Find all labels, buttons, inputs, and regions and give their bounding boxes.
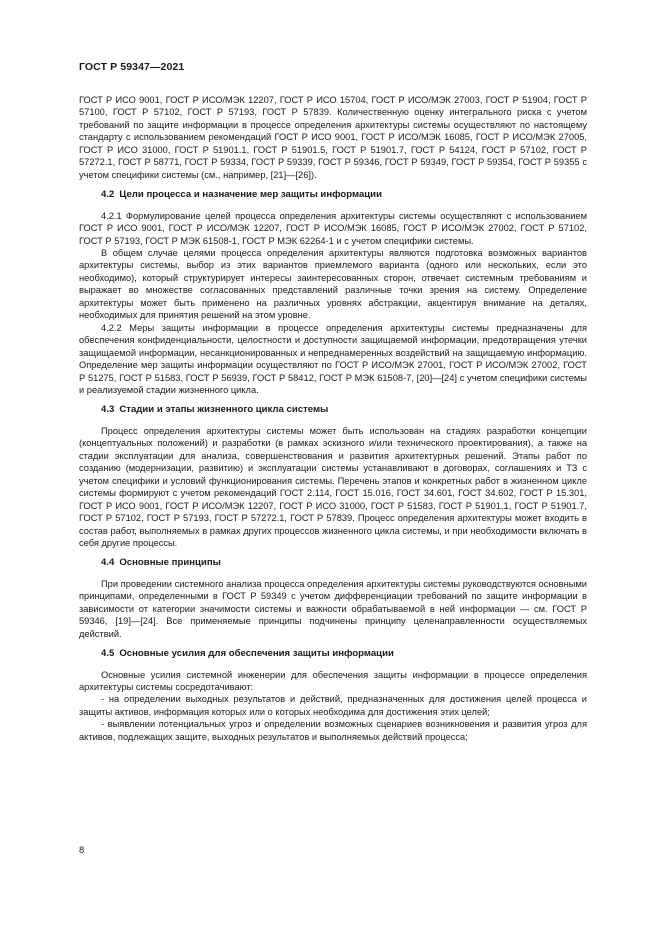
document-body	[79, 94, 587, 743]
paragraph: Процесс определения архитектуры системы может быть использован на стадиях разработки концепции (концептуальных положений) и разработки (в рамках эскизного и/или технического проектирования), а также на стадии эксплуатации для анализа, совершенствования и развития архитектурных решений. Этапы работ по созданию (модернизации, развитию) и эксплуатации системы устанавливают в договорах, соглашениях и ТЗ с учетом специфики и условий функционирования системы. Перечень этапов и конкретных работ в жизненном цикле системы формируют с учетом рекомендаций ГОСТ 2.114, ГОСТ 15.016, ГОСТ 34.601, ГОСТ 34.602, ГОСТ Р 15.301, ГОСТ Р ИСО 9001, ГОСТ Р ИСО/МЭК 12207, ГОСТ Р ИСО 31000, ГОСТ Р 51583, ГОСТ Р 51901.1, ГОСТ Р 51901.7, ГОСТ Р 57102, ГОСТ Р 57193, ГОСТ Р 57272.1, ГОСТ Р 57839. Процесс определения архитектуры может входить в состав работ, выполняемых в рамках других процессов жизненного цикла системы, и при необходимости включать в себя другие процессы.	[79, 425, 587, 548]
page-number: 8	[79, 845, 85, 856]
paragraph: 4.2.1 Формулирование целей процесса определения архитектуры системы осуществляют с использованием ГОСТ Р ИСО 9001, ГОСТ Р ИСО/МЭК 12207, ГОСТ Р ИСО/МЭК 16085, ГОСТ Р ИСО/МЭК 27002, ГОСТ Р 57102, ГОСТ Р 57193, ГОСТ Р МЭК 61508-1, ГОСТ Р МЭК 62264-1 и с учетом специфики системы.	[79, 210, 587, 246]
paragraph: Основные усилия системной инженерии для обеспечения защиты информации в процессе определения архитектуры системы сосредотачивают:	[79, 669, 587, 693]
section-title: Стадии и этапы жизненного цикла системы	[119, 404, 329, 416]
section-number: 4.3	[101, 404, 115, 416]
list-item: - выявлении потенциальных угроз и определении возможных сценариев возникновения и развития угроз для активов, подлежащих защите, выходных результатов и выполняемых действий процесса;	[79, 719, 587, 742]
section-number: 4.2	[101, 189, 115, 201]
section-title: Цели процесса и назначение мер защиты информации	[119, 189, 382, 201]
section-heading-4-5	[79, 648, 587, 660]
paragraph: При проведении системного анализа процесса определения архитектуры системы руководствуются основными принципами, определенными в ГОСТ Р 59349 с учетом дифференциации требований по защите информации в зависимости от категории значимости системы и важности обрабатываемой в ней информации — см. ГОСТ Р 59346, [19]—[24]. Все применяемые принципы подчинены принципу целенаправленности осуществляемых действий.	[79, 578, 587, 639]
paragraph: В общем случае целями процесса определения архитектуры являются подготовка возможных вариантов архитектуры системы, выбор из этих вариантов приемлемого варианта (одного или нескольких, если это необходимо), который структурирует интересы заинтересованных сторон, отвечает системным требованиям и выражает во множестве согласованных представлений различные точки зрения на систему. Определение архитектуры может быть применено на различных уровнях абстракции, акцентируя внимание на деталях, необходимых для принятия решений на этом уровне.	[79, 247, 587, 321]
section-number: 4.4	[101, 557, 115, 569]
section-number: 4.5	[101, 648, 115, 660]
paragraph: 4.2.2 Меры защиты информации в процессе определения архитектуры системы предназначены для обеспечения конфиденциальности, целостности и доступности защищаемой информации, предотвращения утечки защищаемой информации, несанкционированных и непреднамеренных воздействий на защищаемую информацию. Определение мер защиты информации осуществляют по ГОСТ Р ИСО/МЭК 27001, ГОСТ Р ИСО/МЭК 27002, ГОСТ Р 51275, ГОСТ Р 51583, ГОСТ Р 56939, ГОСТ Р 58412, ГОСТ Р МЭК 61508-7, [20]—[24] с учетом специфики системы и реализуемой стадии жизненного цикла.	[79, 322, 587, 395]
list-item: - на определении выходных результатов и действий, предназначенных для достижения целей процесса и защиты активов, информация которых или о которых необходима для достижения этих целей;	[79, 694, 587, 717]
document-header: ГОСТ Р 59347—2021	[79, 61, 185, 73]
section-title: Основные усилия для обеспечения защиты информации	[119, 648, 394, 660]
section-heading-4-4	[79, 557, 587, 569]
section-heading-4-3	[79, 404, 587, 416]
paragraph-continuation: ГОСТ Р ИСО 9001, ГОСТ Р ИСО/МЭК 12207, ГОСТ Р ИСО 15704, ГОСТ Р ИСО/МЭК 27003, ГОСТ Р 51904, ГОСТ Р 57100, ГОСТ Р 57102, ГОСТ Р 57193, ГОСТ Р 57839. Количественную оценку интегрального риска с учетом требований по защите информации в процессе определения архитектуры системы осуществляют по настоящему стандарту с использованием рекомендаций ГОСТ Р ИСО 9001, ГОСТ Р ИСО/МЭК 16085, ГОСТ Р ИСО/МЭК 27005, ГОСТ Р ИСО 31000, ГОСТ Р 51901.1, ГОСТ Р 51901.5, ГОСТ Р 51901.7, ГОСТ Р 54124, ГОСТ Р 57102, ГОСТ Р 57272.1, ГОСТ Р 58771, ГОСТ Р 59334, ГОСТ Р 59339, ГОСТ Р 59346, ГОСТ Р 59349, ГОСТ Р 59354, ГОСТ Р 59355 с учетом специфики системы (см., например, [21]—[26]).	[79, 95, 587, 180]
section-heading-4-2	[79, 189, 587, 201]
section-title: Основные принципы	[119, 557, 221, 569]
